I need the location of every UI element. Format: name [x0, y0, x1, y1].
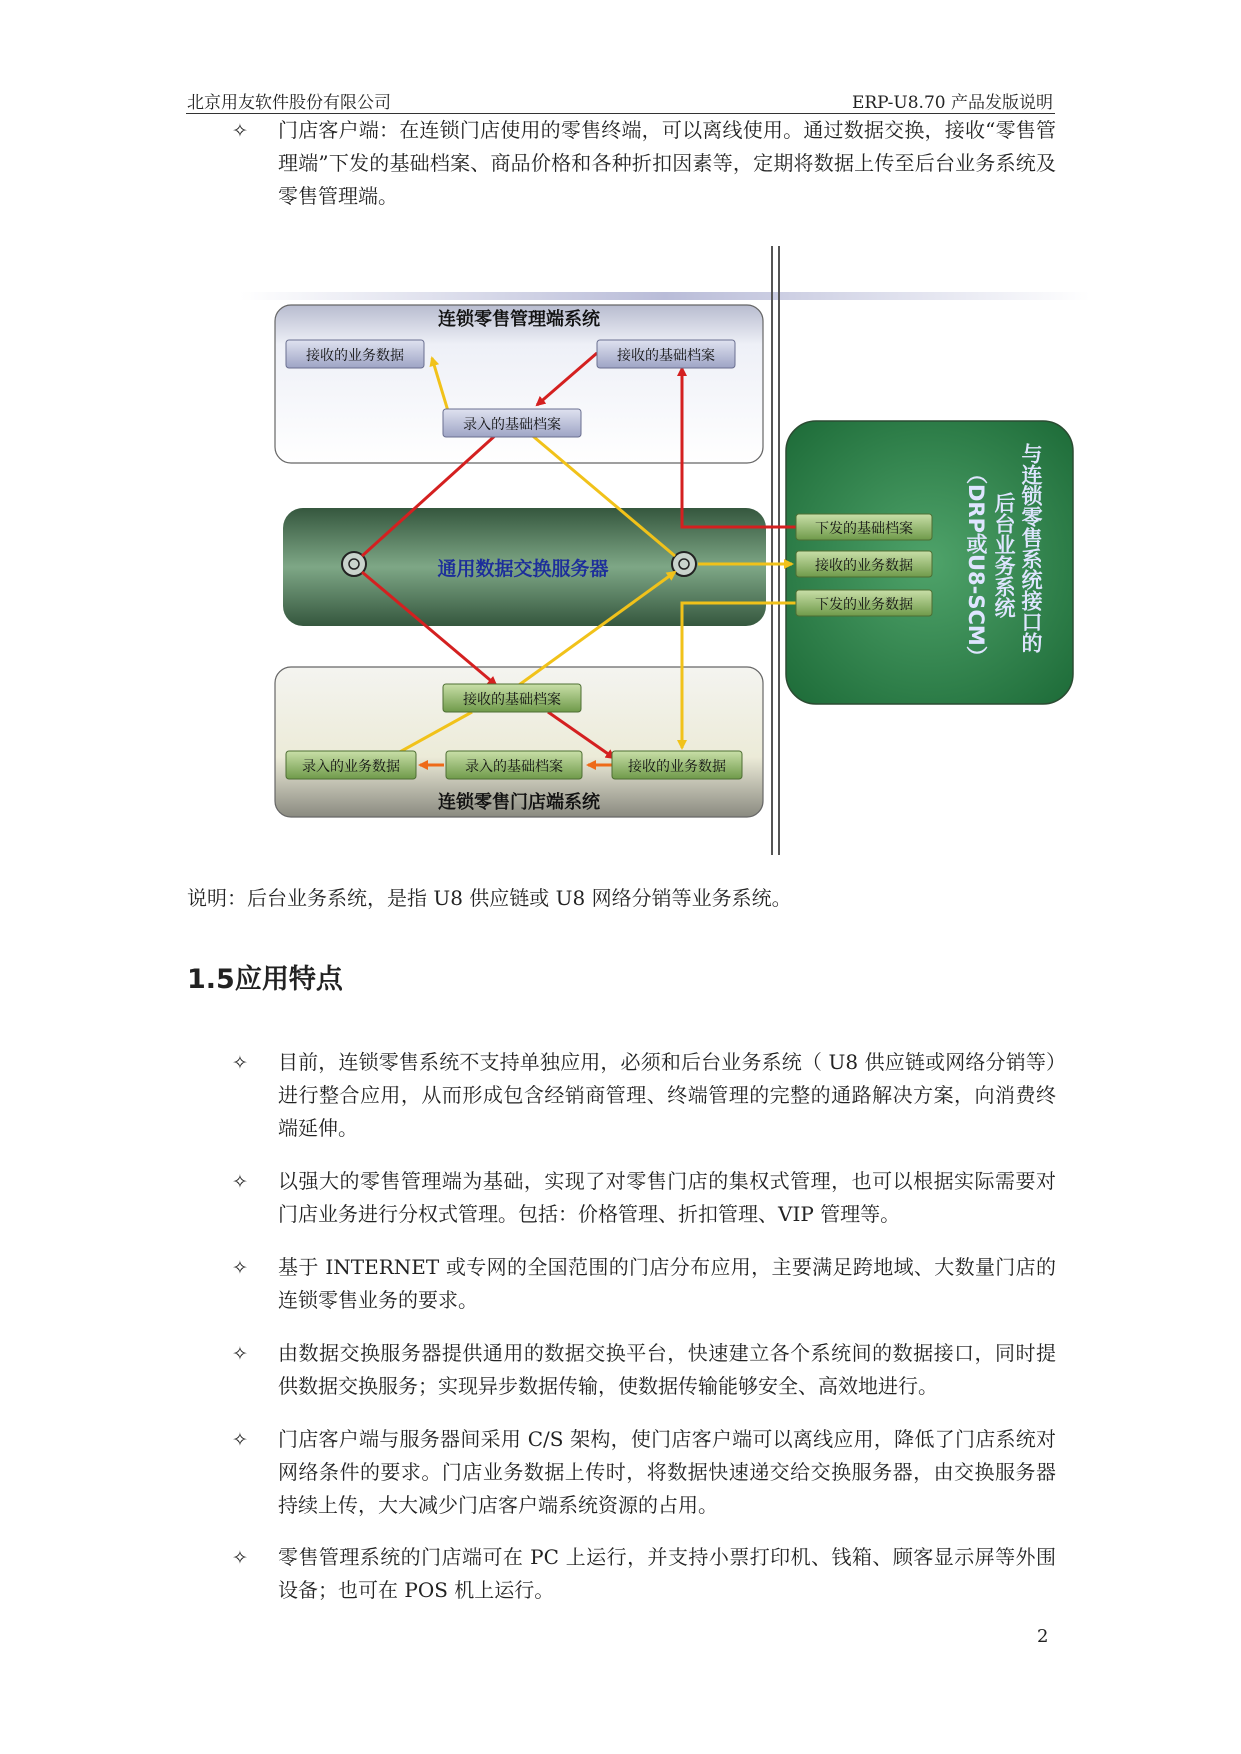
bullet-icon: ✧	[232, 1171, 248, 1193]
feature-text: 零售管理系统的门店端可在 PC 上运行，并支持小票打印机、钱箱、顾客显示屏等外围设备；也可在 POS 机上运行。	[278, 1545, 1056, 1602]
backend-title-line3: （DRP或U8-SCM）	[964, 463, 988, 667]
server-node-right-icon	[672, 552, 696, 576]
store-recv-biz-box	[612, 751, 742, 779]
backend-send-base-box	[796, 514, 932, 540]
mgmt-input-base-box	[443, 409, 581, 437]
store-input-base-label: 录入的基础档案	[465, 759, 563, 775]
section-heading: 1.5应用特点	[187, 964, 343, 995]
store-recv-base-label: 接收的基础档案	[463, 692, 561, 708]
bullet-icon: ✧	[232, 1257, 248, 1279]
store-input-biz-box	[286, 751, 416, 779]
backend-recv-biz-box	[796, 551, 932, 577]
feature-text: 目前，连锁零售系统不支持单独应用，必须和后台业务系统（ U8 供应链或网络分销等）进行整合应用，从而形成包含经销商管理、终端管理的完整的通路解决方案，向消费终端延伸。	[278, 1050, 1056, 1140]
header-company: 北京用友软件股份有限公司	[187, 93, 391, 113]
bullet-icon: ✧	[232, 1547, 248, 1569]
backend-send-base-label: 下发的基础档案	[815, 521, 913, 537]
feature-text: 以强大的零售管理端为基础，实现了对零售门店的集权式管理，也可以根据实际需要对门店业务进行分权式管理。包括：价格管理、折扣管理、VIP 管理等。	[278, 1169, 1056, 1226]
bullet-icon: ✧	[232, 1429, 248, 1451]
store-system-title: 连锁零售门店端系统	[438, 792, 600, 813]
mgmt-system-panel	[275, 305, 763, 463]
mgmt-recv-base-label: 接收的基础档案	[617, 348, 715, 364]
store-recv-base-box	[443, 684, 581, 712]
bullet-icon: ✧	[232, 1343, 248, 1365]
feature-text: 门店客户端与服务器间采用 C/S 架构，使门店客户端可以离线应用，降低了门店系统对网络条件的要求。门店业务数据上传时，将数据快速递交给交换服务器，由交换服务器持续上传，大大减少门店客户端系统资源的占用。	[278, 1427, 1056, 1517]
diagram-note: 说明：后台业务系统，是指 U8 供应链或 U8 网络分销等业务系统。	[187, 886, 792, 910]
backend-recv-biz-label: 接收的业务数据	[815, 558, 913, 574]
mgmt-input-base-label: 录入的基础档案	[463, 417, 561, 433]
mgmt-recv-biz-label: 接收的业务数据	[306, 348, 404, 364]
store-recv-biz-label: 接收的业务数据	[628, 759, 726, 775]
store-input-biz-label: 录入的业务数据	[302, 759, 400, 775]
page-number: 2	[1037, 1626, 1049, 1647]
backend-title-line2: 后台业务系统	[992, 492, 1016, 618]
backend-title-line1: 与连锁零售系统接口的	[1019, 443, 1043, 653]
server-label: 通用数据交换服务器	[437, 558, 609, 580]
store-input-base-box	[446, 751, 582, 779]
backend-send-biz-box	[796, 590, 932, 616]
feature-text: 由数据交换服务器提供通用的数据交换平台，快速建立各个系统间的数据接口，同时提供数据交换服务；实现异步数据传输，使数据传输能够安全、高效地进行。	[278, 1341, 1056, 1398]
feature-text: 基于 INTERNET 或专网的全国范围的门店分布应用，主要满足跨地域、大数量门店的连锁零售业务的要求。	[278, 1255, 1056, 1312]
bullet-icon: ✧	[232, 120, 248, 142]
header-doc-title: ERP-U8.70 产品发版说明	[851, 93, 1053, 113]
mgmt-recv-biz-box	[286, 340, 424, 368]
backend-send-biz-label: 下发的业务数据	[815, 597, 913, 613]
mgmt-system-title: 连锁零售管理端系统	[438, 309, 600, 330]
mgmt-recv-base-box	[597, 340, 735, 368]
bullet-icon: ✧	[232, 1052, 248, 1074]
intro-bullet-text: 门店客户端：在连锁门店使用的零售终端，可以离线使用。通过数据交换，接收“零售管理端”下发的基础档案、商品价格和各种折扣因素等，定期将数据上传至后台业务系统及零售管理端。	[278, 118, 1056, 208]
